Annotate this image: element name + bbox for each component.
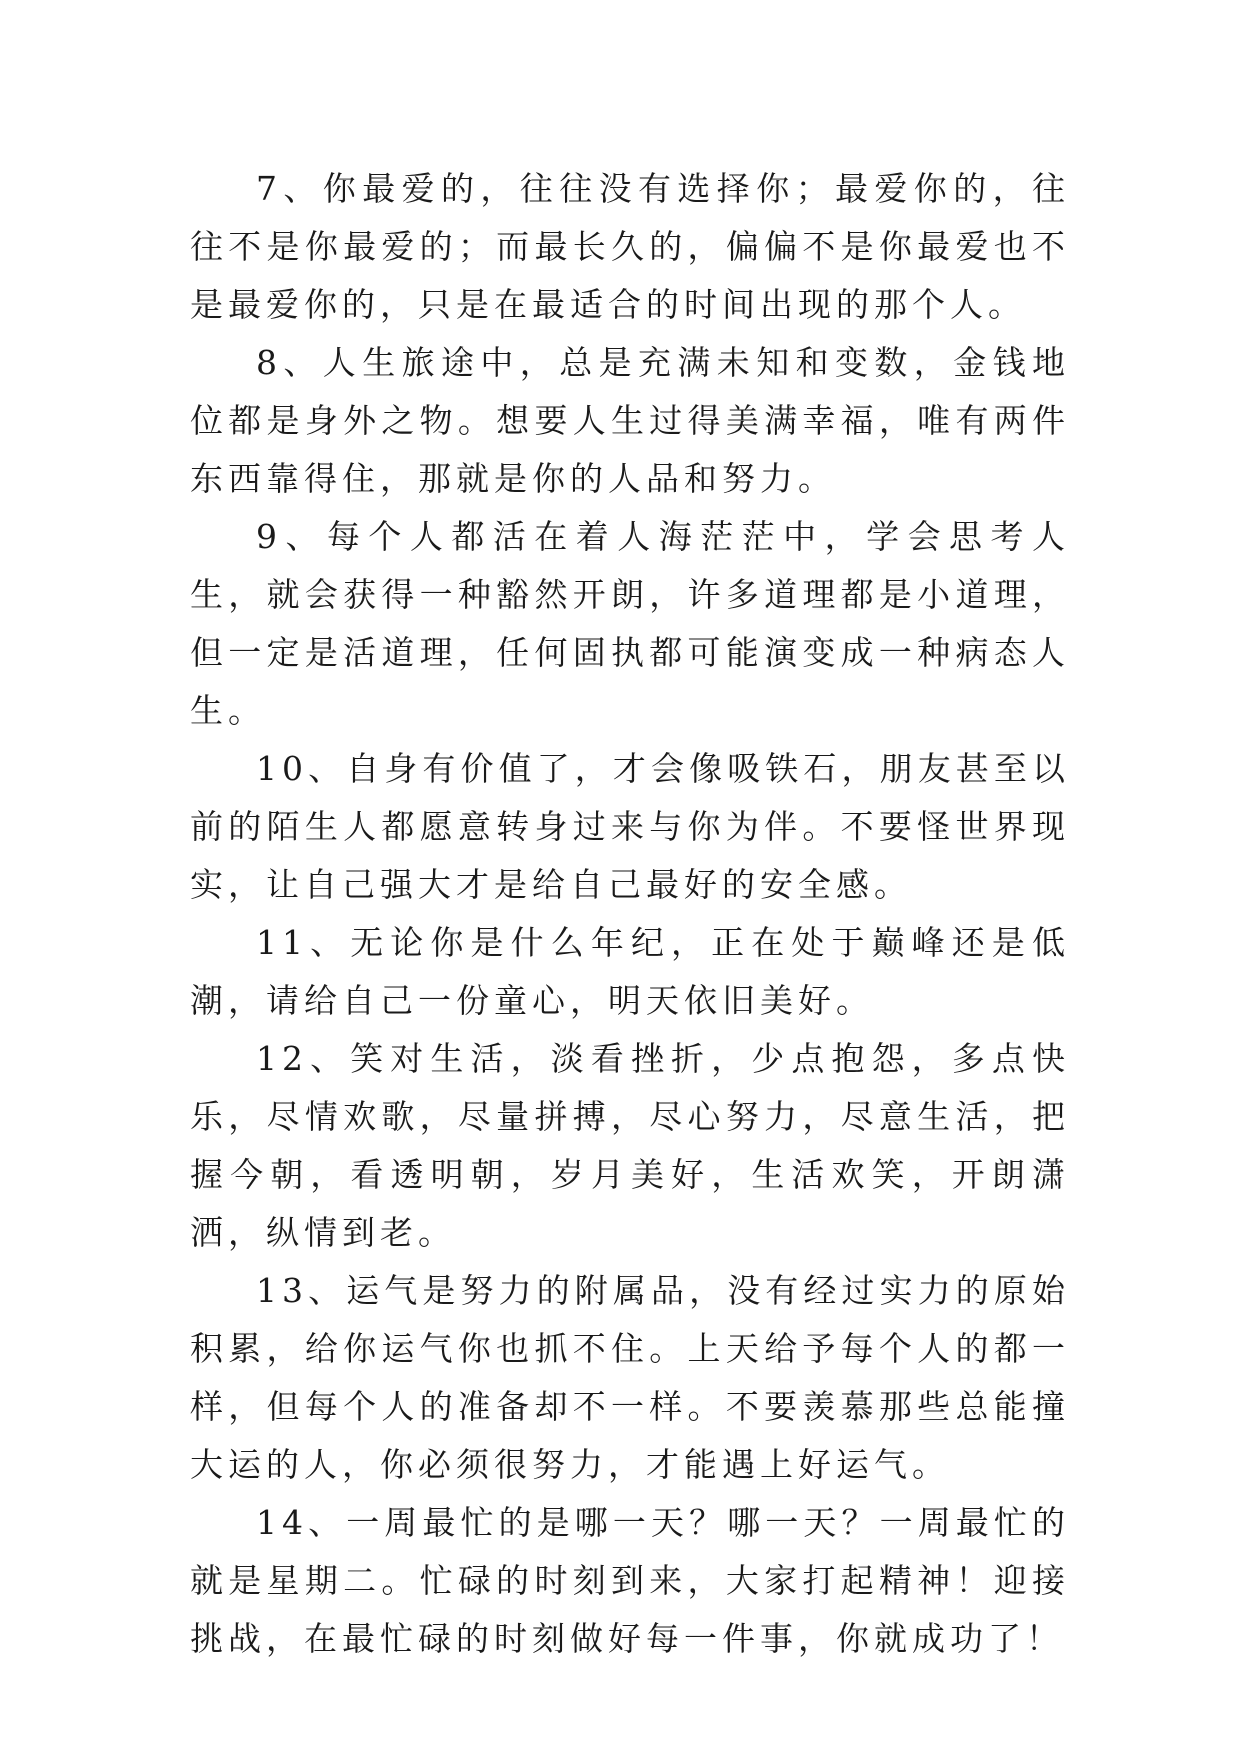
- paragraph-10: 10、自身有价值了，才会像吸铁石，朋友甚至以前的陌生人都愿意转身过来与你为伴。不要怪世界现实，让自己强大才是给自己最好的安全感。: [190, 749, 1070, 904]
- paragraph-13: 13、运气是努力的附属品，没有经过实力的原始积累，给你运气你也抓不住。上天给予每个人的都一样，但每个人的准备却不一样。不要羡慕那些总能撞大运的人，你必须很努力，才能遇上好运气。: [190, 1271, 1070, 1484]
- document-body: [190, 160, 1070, 1668]
- paragraph-8: 8、人生旅途中，总是充满未知和变数，金钱地位都是身外之物。想要人生过得美满幸福，唯有两件东西靠得住，那就是你的人品和努力。: [190, 343, 1070, 498]
- paragraph-11: 11、无论你是什么年纪，正在处于巅峰还是低潮，请给自己一份童心，明天依旧美好。: [190, 923, 1070, 1020]
- paragraph-14: 14、一周最忙的是哪一天？哪一天？一周最忙的就是星期二。忙碌的时刻到来，大家打起精神！迎接挑战，在最忙碌的时刻做好每一件事，你就成功了！: [190, 1503, 1070, 1658]
- paragraph-7: 7、你最爱的，往往没有选择你；最爱你的，往往不是你最爱的；而最长久的，偏偏不是你最爱也不是最爱你的，只是在最适合的时间出现的那个人。: [190, 169, 1070, 324]
- paragraph-12: 12、笑对生活，淡看挫折，少点抱怨，多点快乐，尽情欢歌，尽量拼搏，尽心努力，尽意生活，把握今朝，看透明朝，岁月美好，生活欢笑，开朗潇洒，纵情到老。: [190, 1039, 1070, 1252]
- paragraph-9: 9、每个人都活在着人海茫茫中，学会思考人生，就会获得一种豁然开朗，许多道理都是小道理，但一定是活道理，任何固执都可能演变成一种病态人生。: [190, 517, 1070, 730]
